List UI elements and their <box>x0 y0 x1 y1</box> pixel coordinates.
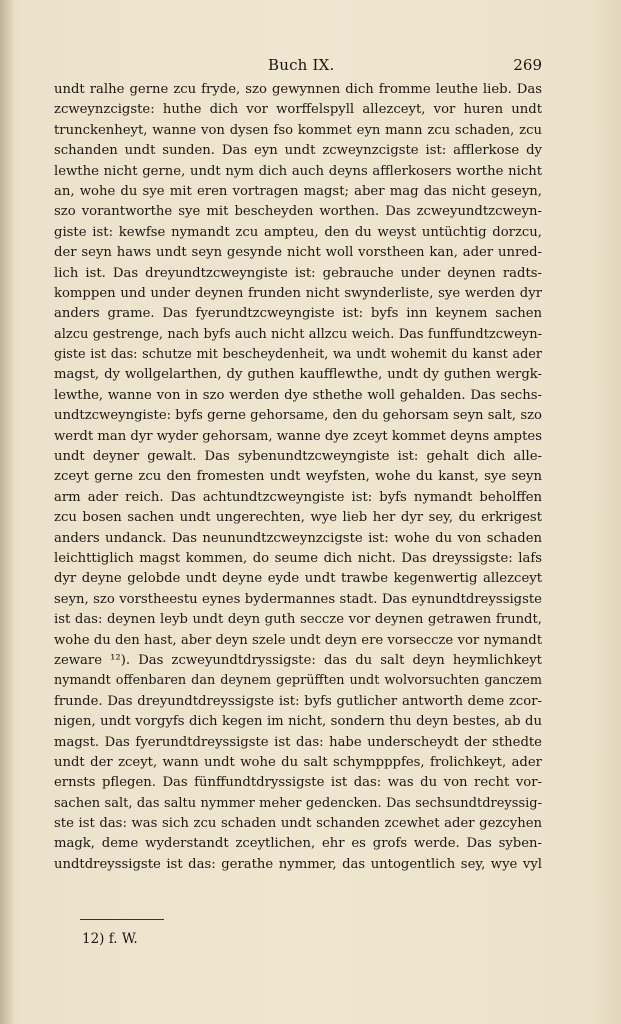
text-line: magk, deme wyderstandt zceytlichen, ehr es grofs werde. Das syben- <box>54 836 542 852</box>
text-line: undt ralhe gerne zcu fryde, szo gewynnen dich fromme leuthe lieb. Das <box>54 82 542 97</box>
text-line: zceyt gerne zcu den fromesten undt weyfsten, wohe du kanst, sye seyn <box>54 469 542 485</box>
text-line: giste ist das: schutze mit bescheydenheit, wa undt wohemit du kanst ader <box>54 347 542 363</box>
text-line: nymandt offenbaren dan deynem geprüfften undt wolvorsuchten ganczem <box>54 673 542 689</box>
text-line: zeware ¹²). Das zcweyundtdryssigste: das du salt deyn heymlichkeyt <box>54 652 542 668</box>
text-line: seyn, szo vorstheestu eynes bydermannes stadt. Das eynundtdreyssigste <box>54 591 542 607</box>
text-line: frunde. Das dreyundtdreyssigste ist: byfs gutlicher antworth deme zcor- <box>54 693 542 709</box>
text-line: werdt man dyr wyder gehorsam, wanne dye zceyt kommet deyns amptes <box>54 428 542 444</box>
text-line: ernsts pflegen. Das fünffundtdryssigste ist das: was du von recht vor- <box>54 775 542 791</box>
text-line: undt deyner gewalt. Das sybenundtzcweyngiste ist: gehalt dich alle- <box>54 449 542 465</box>
running-head: Buch IX. <box>268 56 335 74</box>
page-header <box>54 56 542 76</box>
page-edge-shadow <box>0 0 14 1024</box>
text-line: szo vorantworthe sye mit bescheyden worthen. Das zcweyundtzcweyn- <box>54 204 542 220</box>
text-line: ste ist das: was sich zcu schaden undt schanden zcewhet ader gezcyhen <box>54 816 542 832</box>
text-line: sachen salt, das saltu nymmer meher gedencken. Das sechsundtdreyssig- <box>54 795 542 811</box>
text-line: zcweynzcigste: huthe dich vor worffelspyll allezceyt, vor huren undt <box>54 102 542 118</box>
footnote-separator <box>80 919 164 920</box>
text-line: anders undanck. Das neunundtzcweynzcigste ist: wohe du von schaden <box>54 530 542 546</box>
text-line: undtdreyssigste ist das: gerathe nymmer, das untogentlich sey, wye vyl <box>54 856 542 872</box>
text-line: der seyn haws undt seyn gesynde nicht woll vorstheen kan, ader unred- <box>54 245 542 261</box>
text-line: arm ader reich. Das achtundtzcweyngiste ist: byfs nymandt beholffen <box>54 489 542 505</box>
page-number: 269 <box>513 56 542 74</box>
text-line: magst. Das fyerundtdreyssigste ist das: habe underscheydt der sthedte <box>54 734 542 750</box>
text-line: komppen und under deynen frunden nicht swynderliste, sye werden dyr <box>54 285 542 301</box>
text-line: leichttiglich magst kommen, do seume dich nicht. Das dreyssigste: lafs <box>54 550 542 566</box>
text-line: lewthe, wanne von in szo werden dye sthethe woll gehalden. Das sechs- <box>54 387 542 403</box>
text-line: undtzcweyngiste: byfs gerne gehorsame, den du gehorsam seyn salt, szo <box>54 408 542 424</box>
text-line: dyr deyne gelobde undt deyne eyde undt trawbe kegenwertig allezceyt <box>54 571 542 587</box>
text-line: undt der zceyt, wann undt wohe du salt schympppfes, frolichkeyt, ader <box>54 754 542 770</box>
text-line: ist das: deynen leyb undt deyn guth seccze vor deynen getrawen frundt, <box>54 612 542 628</box>
text-line: wohe du den hast, aber deyn szele undt deyn ere vorseccze vor nymandt <box>54 632 542 648</box>
text-line: an, wohe du sye mit eren vortragen magst; aber mag das nicht geseyn, <box>54 183 542 199</box>
text-line: zcu bosen sachen undt ungerechten, wye lieb her dyr sey, du erkrigest <box>54 510 542 526</box>
text-line: anders grame. Das fyerundtzcweyngiste ist: byfs inn keynem sachen <box>54 306 542 322</box>
body-text <box>54 80 542 875</box>
text-line: magst, dy wollgelarthen, dy guthen kaufflewthe, undt dy guthen wergk- <box>54 367 542 383</box>
text-line: nigen, undt vorgyfs dich kegen im nicht, sondern thu deyn bestes, ab du <box>54 714 542 730</box>
text-line: lich ist. Das dreyundtzcweyngiste ist: gebrauche under deynen radts- <box>54 265 542 281</box>
text-line: alzcu gestrenge, nach byfs auch nicht allzcu weich. Das funffundtzcweyn- <box>54 326 542 342</box>
text-line: giste ist: kewfse nymandt zcu ampteu, den du weyst untüchtig dorzcu, <box>54 224 542 240</box>
text-line: trunckenheyt, wanne von dysen fso kommet eyn mann zcu schaden, zcu <box>54 122 542 138</box>
footnote: 12) f. W. <box>82 931 138 947</box>
text-line: schanden undt sunden. Das eyn undt zcweynzcigste ist: afflerkose dy <box>54 143 542 159</box>
text-line: lewthe nicht gerne, undt nym dich auch deyns afflerkosers worthe nicht <box>54 163 542 179</box>
